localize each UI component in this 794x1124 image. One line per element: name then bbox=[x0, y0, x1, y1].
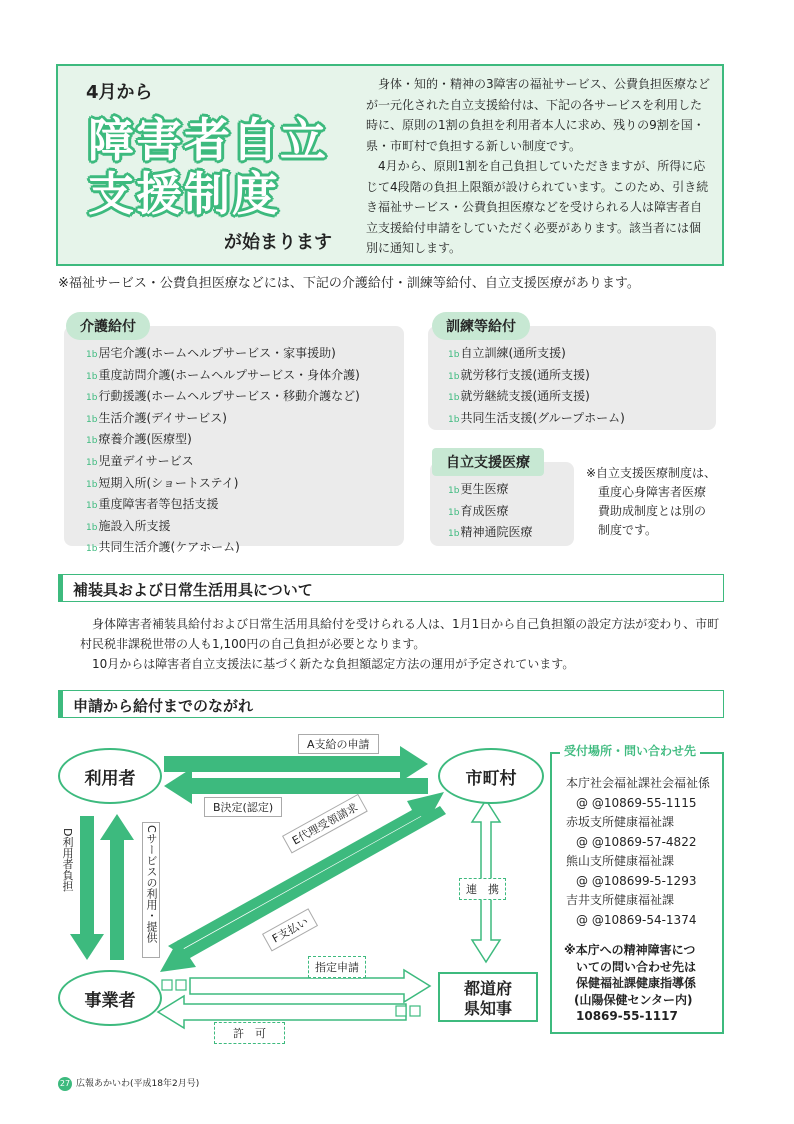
list-item: 1b児童デイサービス bbox=[86, 453, 194, 468]
list-item: 1b療養介護(医療型) bbox=[86, 432, 192, 447]
footer bbox=[58, 1076, 199, 1091]
benefits-note: ※福祉サービス・公費負担医療などには、下記の介護給付・訓練等給付、自立支援医療があります。 bbox=[58, 276, 640, 291]
contact-name: 熊山支所健康福祉課 bbox=[566, 854, 675, 868]
list-item: 1b共同生活支援(グループホーム) bbox=[448, 410, 625, 425]
label-renkei: 連 携 bbox=[459, 878, 506, 900]
kunren-title: 訓練等給付 bbox=[432, 312, 530, 340]
bullet-icon: 1b bbox=[86, 350, 98, 360]
contact-note-tel: 10869-55-1117 bbox=[576, 1009, 678, 1023]
list-item: 1b就労移行支援(通所支援) bbox=[448, 367, 590, 382]
list-item: 1b施設入所支援 bbox=[86, 518, 171, 533]
bullet-icon: 1b bbox=[448, 414, 460, 425]
hero-title-line1: 障害者自立 bbox=[88, 113, 328, 167]
iryo-note: ※自立支援医療制度は、 重度心身障害者医療 費助成制度とは別の 制度です。 bbox=[586, 466, 717, 537]
iryo-title: 自立支援医療 bbox=[432, 448, 544, 476]
list-item: 1b更生医療 bbox=[448, 482, 509, 496]
node-prefecture: 都道府 県知事 bbox=[438, 972, 538, 1022]
contact-list bbox=[566, 774, 710, 930]
kaigo-title: 介護給付 bbox=[66, 312, 150, 340]
bullet-icon: 1b bbox=[448, 350, 460, 360]
label-a: A支給の申請 bbox=[298, 734, 379, 754]
bullet-icon: 1b bbox=[86, 544, 98, 555]
list-item: 1b行動援護(ホームヘルプサービス・移動介護など) bbox=[86, 389, 360, 404]
page-number: 27 bbox=[58, 1077, 72, 1091]
section-title-hosougu: 補装具および日常生活用具について bbox=[58, 574, 724, 602]
bullet-icon: 1b bbox=[448, 507, 460, 518]
list-item: 1b居宅介護(ホームヘルプサービス・家事援助) bbox=[86, 346, 336, 360]
list-item: 1b育成医療 bbox=[448, 503, 509, 518]
bullet-icon: 1b bbox=[86, 457, 98, 468]
contact-tel: @ @108699-5-1293 bbox=[576, 873, 697, 888]
contact-name: 赤坂支所健康福祉課 bbox=[566, 815, 675, 829]
list-item: 1b共同生活介護(ケアホーム) bbox=[86, 540, 240, 555]
bullet-icon: 1b bbox=[86, 479, 98, 490]
bullet-icon: 1b bbox=[448, 486, 460, 496]
section-hosougu-body: 身体障害者補装具給付および日常生活用具給付を受けられる人は、1月1日から自己負担額の設定方法が変わり、市町村民税非課税世帯の人も1,100円の自己負担が必要となります。 10月からは障害者自立支援法に基づく新たな負担額認定方法の運用が予定されています。 bbox=[80, 617, 720, 671]
hero-start: が始まります bbox=[224, 232, 332, 253]
arrow-a bbox=[164, 746, 428, 782]
label-c: Cサービスの利用・提供 bbox=[142, 822, 160, 958]
contact-tel: @ @10869-57-4822 bbox=[576, 834, 697, 849]
bullet-icon: 1b bbox=[86, 414, 98, 425]
hero-from: 4月から bbox=[86, 82, 153, 103]
bullet-icon: 1b bbox=[448, 371, 460, 382]
hero-paragraph: 4月から、原則1割を自己負担していただきますが、所得に応じて4段階の負担上限額が設けられています。このため、引き続き福祉サービス・公費負担医療などを受けられる人は障害者自立支援給付申請をしていただく必要があります。該当者には個別に通知します。 bbox=[366, 159, 709, 255]
bullet-icon: 1b bbox=[448, 529, 460, 540]
node-city: 市町村 bbox=[438, 748, 544, 804]
list-item: 1b精神通院医療 bbox=[448, 525, 533, 540]
node-user: 利用者 bbox=[58, 748, 162, 804]
section-title-flow: 申請から給付までのながれ bbox=[58, 690, 724, 718]
hero-title-line2: 支援制度 bbox=[88, 167, 280, 221]
label-kyoka: 許 可 bbox=[214, 1022, 285, 1044]
label-f: F支払い bbox=[262, 908, 318, 951]
contact-tel: @ @10869-55-1115 bbox=[576, 795, 697, 810]
list-item: 1b短期入所(ショートステイ) bbox=[86, 475, 239, 490]
list-item: 1b生活介護(デイサービス) bbox=[86, 410, 227, 425]
contact-tel: @ @10869-54-1374 bbox=[576, 912, 697, 927]
list-item: 1b就労継続支援(通所支援) bbox=[448, 389, 590, 404]
arrow-c bbox=[100, 814, 134, 960]
footer-text: 広報あかいわ(平成18年2月号) bbox=[76, 1079, 200, 1089]
label-shitei: 指定申請 bbox=[308, 956, 366, 978]
bullet-icon: 1b bbox=[86, 393, 98, 404]
bullet-icon: 1b bbox=[448, 393, 460, 404]
bullet-icon: 1b bbox=[86, 371, 98, 382]
bullet-icon: 1b bbox=[86, 436, 98, 447]
label-e: E代理受領請求 bbox=[282, 794, 368, 854]
contact-note: ※本庁への精神障害につ いての問い合わせ先は 保健福祉課健康指導係 (山陽保健センター内) 10869-55-1117 bbox=[564, 943, 697, 1023]
node-provider: 事業者 bbox=[58, 970, 162, 1026]
bullet-icon: 1b bbox=[86, 501, 98, 512]
hero-paragraph: 身体・知的・精神の3障害の福祉サービス、公費負担医療などが一元化された自立支援給付は、下記の各サービスを利用した時に、原則の1割の負担を利用者本人に求め、残りの9割を国・県・市町村で負担する新しい制度です。 bbox=[366, 77, 710, 153]
label-b: B決定(認定) bbox=[204, 797, 282, 817]
bullet-icon: 1b bbox=[86, 522, 98, 533]
list-item: 1b重度訪問介護(ホームヘルプサービス・身体介護) bbox=[86, 367, 360, 382]
list-item: 1b重度障害者等包括支援 bbox=[86, 497, 219, 512]
contact-title: 受付場所・問い合わせ先 bbox=[560, 742, 700, 759]
contact-name: 本庁社会福祉課社会福祉係 bbox=[566, 776, 711, 790]
arrow-d bbox=[70, 816, 104, 960]
label-d: D利用者負担 bbox=[60, 826, 74, 928]
contact-name: 吉井支所健康福祉課 bbox=[566, 893, 675, 907]
list-item: 1b自立訓練(通所支援) bbox=[448, 346, 566, 360]
